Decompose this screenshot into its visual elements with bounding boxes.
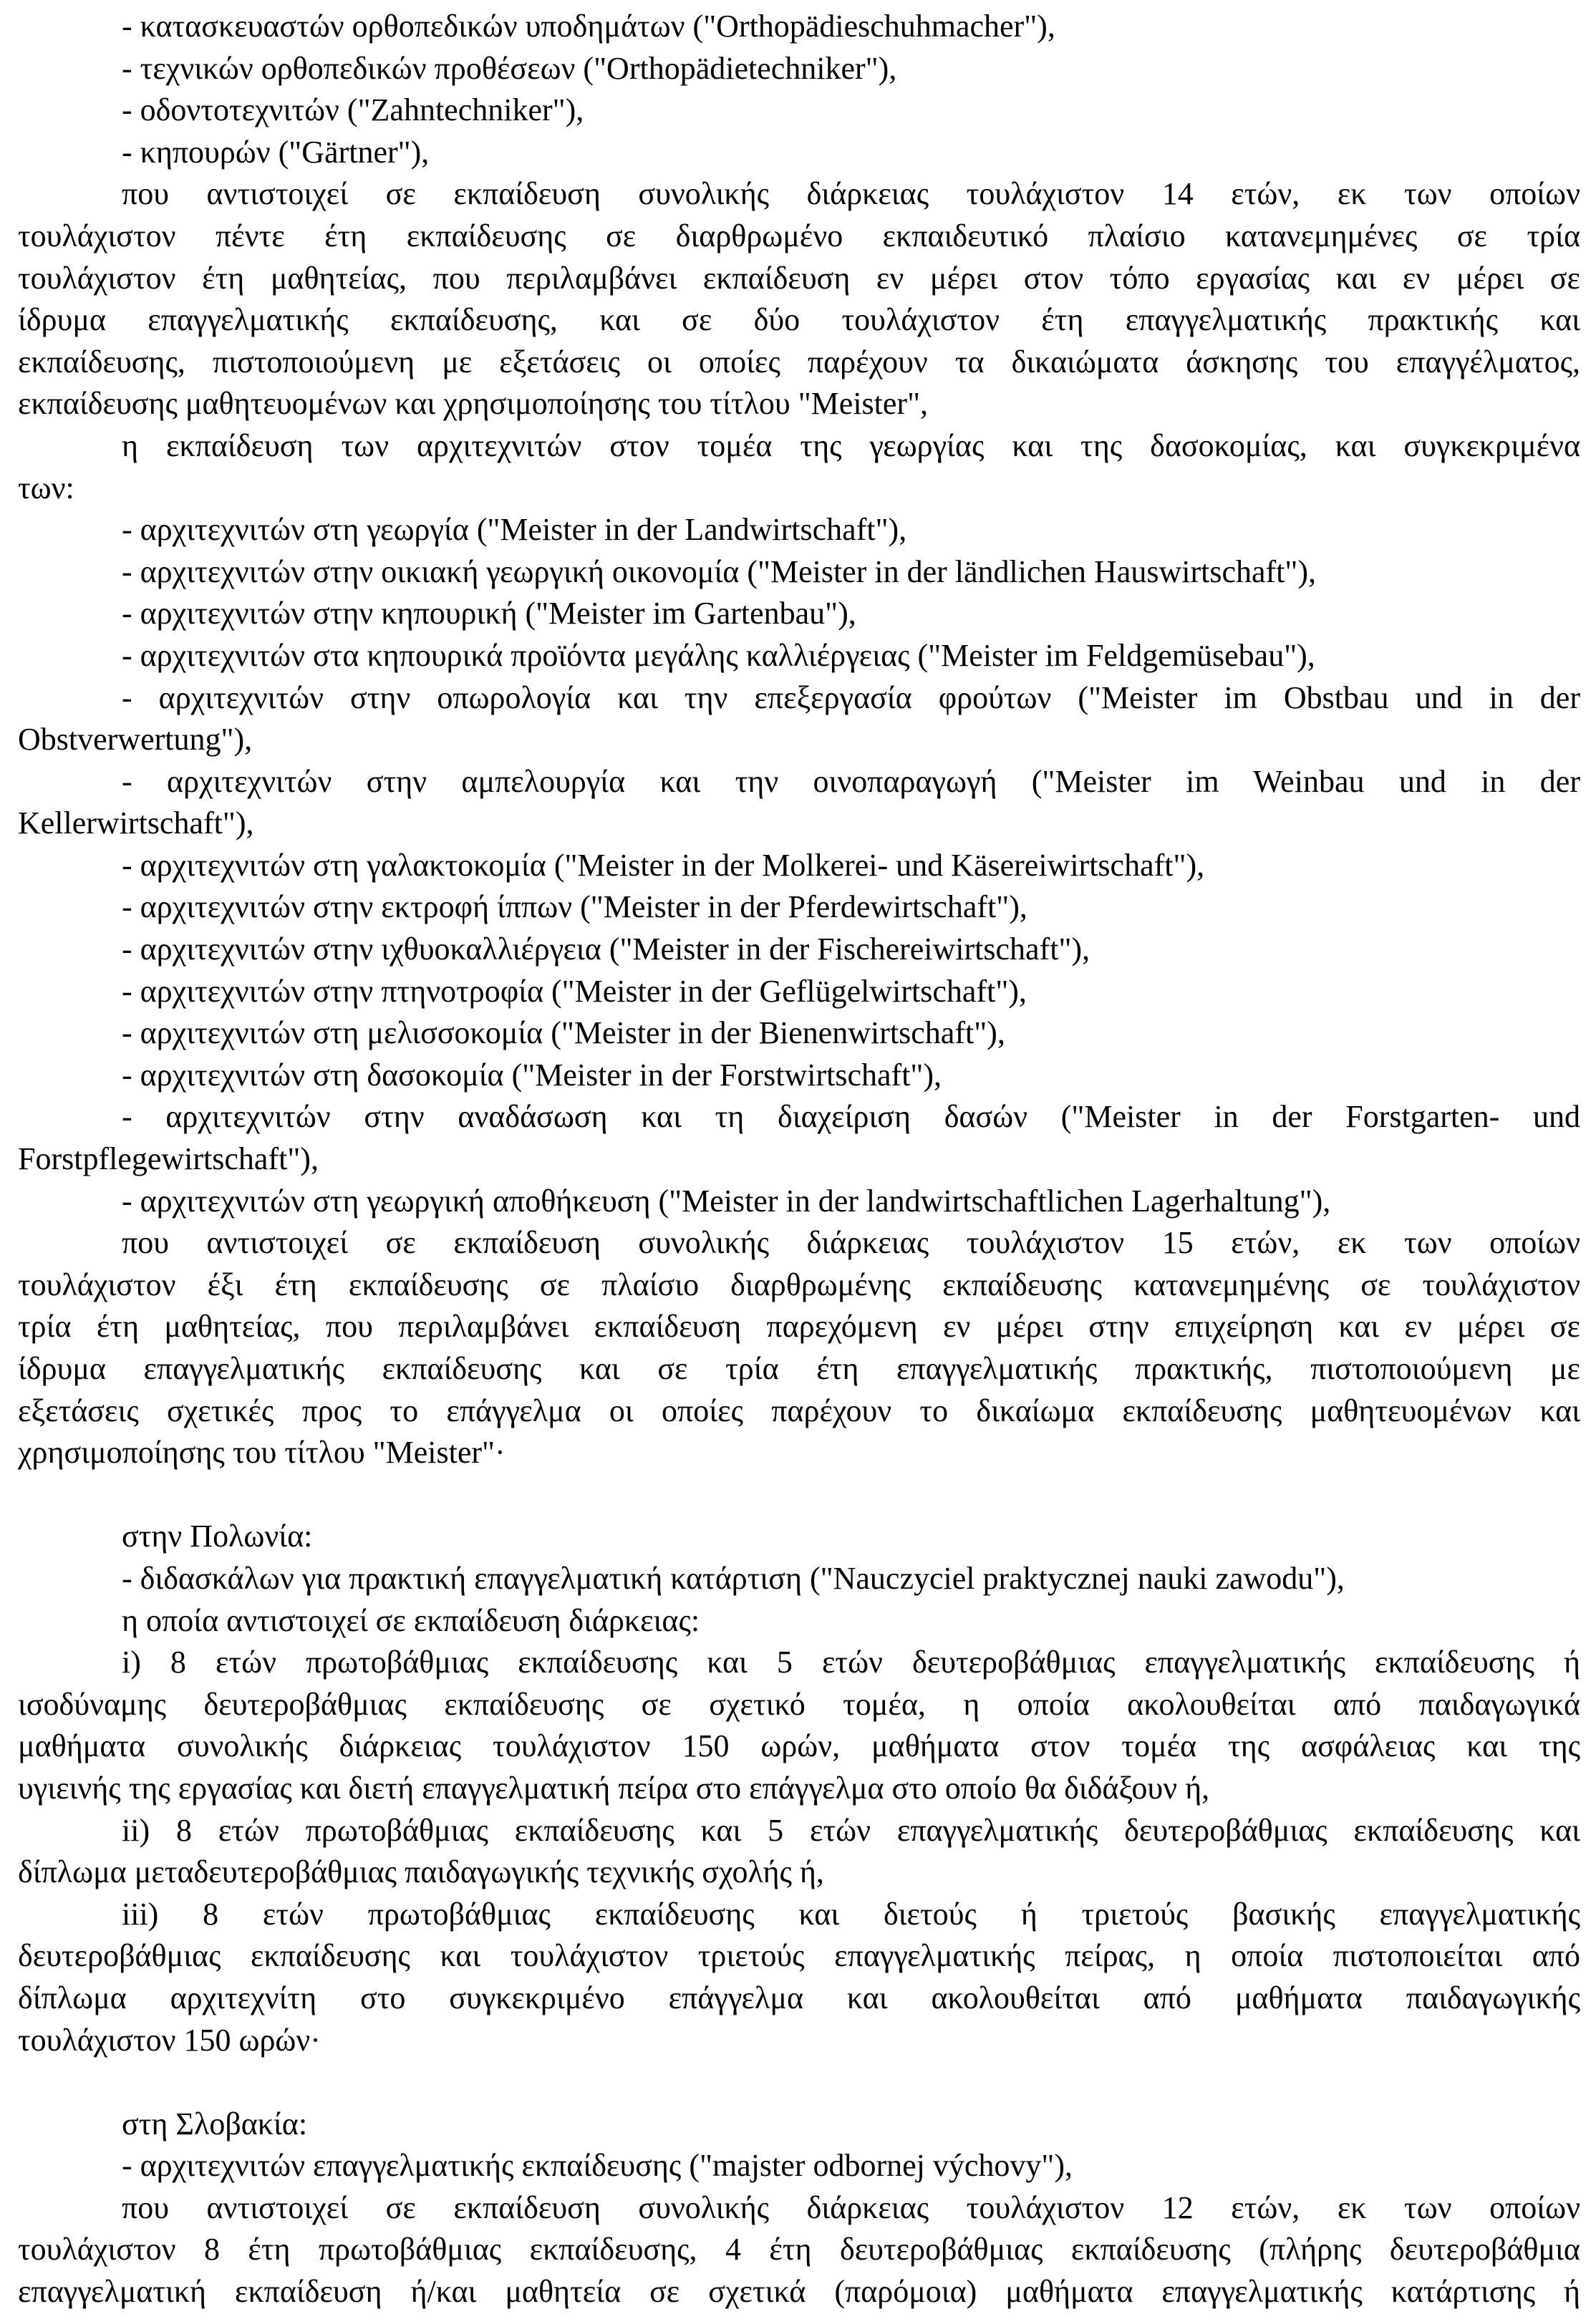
text-line: η οποία αντιστοιχεί σε εκπαίδευση διάρκειας: bbox=[122, 1602, 700, 1638]
text-line: εκπαίδευσης μαθητευομένων και χρησιμοποίησης του τίτλου "Meister", bbox=[18, 386, 929, 422]
text-line: Obstverwertung"), bbox=[18, 722, 253, 757]
list-item-line: - αρχιτεχνιτών στην ιχθυοκαλλιέργεια ("Meister in der Fischereiwirtschaft"), bbox=[122, 931, 1090, 967]
section-slovakia bbox=[18, 2103, 1580, 2313]
text-line: που αντιστοιχεί σε εκπαίδευση συνολικής διάρκειας τουλάχιστον 15 ετών, εκ των οποίων bbox=[122, 1225, 1580, 1261]
text-line: ισοδύναμης δευτεροβάθμιας εκπαίδευσης σε σχετικό τομέα, η οποία ακολουθείται από παιδαγωγικά bbox=[18, 1686, 1580, 1722]
text-line: i) 8 ετών πρωτοβάθμιας εκπαίδευσης και 5 ετών δευτεροβάθμιας επαγγελματικής εκπαίδευσης ή bbox=[122, 1645, 1580, 1680]
list-item-line: - αρχιτεχνιτών στην αναδάσωση και τη διαχείριση δασών ("Meister in der Forstgarten- und bbox=[122, 1099, 1580, 1135]
text-line: εκπαίδευσης, πιστοποιούμενη με εξετάσεις οι οποίες παρέχουν τα δικαιώματα άσκησης του επαγγέλματος, bbox=[18, 344, 1580, 379]
text-line: τουλάχιστον έξι έτη εκπαίδευσης σε πλαίσιο διαρθρωμένης εκπαίδευσης κατανεμημένης σε τουλάχιστον bbox=[18, 1267, 1580, 1302]
text-line: τουλάχιστον πέντε έτη εκπαίδευσης σε διαρθρωμένο εκπαιδευτικό πλαίσιο κατανεμημένες σε τρία bbox=[18, 218, 1580, 253]
list-item-line: - αρχιτεχνιτών στη δασοκομία ("Meister in der Forstwirtschaft"), bbox=[122, 1057, 942, 1093]
text-line: δίπλωμα αρχιτεχνίτη στο συγκεκριμένο επάγγελμα και ακολουθείται από μαθήματα παιδαγωγικής bbox=[18, 1980, 1580, 2015]
section-poland bbox=[18, 1516, 1580, 2061]
list-item-line: - αρχιτεχνιτών στην πτηνοτροφία ("Meister in der Geflügelwirtschaft"), bbox=[122, 973, 1027, 1009]
text-line: εξετάσεις σχετικές προς το επάγγελμα οι οποίες παρέχουν το δικαίωμα εκπαίδευσης μαθητευομένων και bbox=[18, 1393, 1580, 1428]
text-line: ίδρυμα επαγγελματικής εκπαίδευσης, και σε δύο τουλάχιστον έτη επαγγελματικής πρακτικής και bbox=[18, 302, 1580, 338]
list-item-line: - αρχιτεχνιτών στη μελισσοκομία ("Meister in der Bienenwirtschaft"), bbox=[122, 1015, 1005, 1051]
list-item-line: - αρχιτεχνιτών στην οικιακή γεωργική οικονομία ("Meister in der ländlichen Hauswirtschaft"), bbox=[122, 553, 1317, 589]
text-line: - τεχνικών ορθοπεδικών προθέσεων ("Orthopädietechniker"), bbox=[122, 50, 897, 86]
list-item-line: - αρχιτεχνιτών στην αμπελουργία και την οινοπαραγωγή ("Meister im Weinbau und in der bbox=[122, 763, 1580, 799]
text-line: των: bbox=[18, 470, 74, 505]
text-line: τουλάχιστον έτη μαθητείας, που περιλαμβάνει εκπαίδευση εν μέρει στον τόπο εργασίας και εν μέρει σε bbox=[18, 260, 1580, 296]
list-item-line: - αρχιτεχνιτών στα κηπουρικά προϊόντα μεγάλης καλλιέργειας ("Meister im Feldgemüsebau"), bbox=[122, 637, 1315, 673]
text-line: χρησιμοποίησης του τίτλου "Meister"· bbox=[18, 1435, 506, 1471]
text-line: τουλάχιστον 150 ωρών· bbox=[18, 2022, 321, 2058]
text-line: ίδρυμα επαγγελματικής εκπαίδευσης και σε τρία έτη επαγγελματικής πρακτικής, πιστοποιούμενη με bbox=[18, 1351, 1580, 1386]
text-line: η εκπαίδευση των αρχιτεχνιτών στον τομέα της γεωργίας και της δασοκομίας, και συγκεκριμένα bbox=[122, 427, 1580, 463]
list-item-line: - αρχιτεχνιτών στη γαλακτοκομία ("Meister in der Molkerei- und Käsereiwirtschaft"), bbox=[122, 847, 1205, 883]
list-item-line: - αρχιτεχνιτών στη γεωργία ("Meister in der Landwirtschaft"), bbox=[122, 512, 907, 548]
text-line: επαγγελματική εκπαίδευση ή/και μαθητεία σε σχετικά (παρόμοια) μαθήματα επαγγελματικής κατάρτισης ή bbox=[18, 2274, 1580, 2310]
list-item-line: - αρχιτεχνιτών στη γεωργική αποθήκευση ("Meister in der landwirtschaftlichen Lagerhaltung"), bbox=[122, 1183, 1331, 1219]
text-line: - κηπουρών ("Gärtner"), bbox=[122, 134, 430, 170]
text-line: - κατασκευαστών ορθοπεδικών υποδημάτων ("Orthopädieschuhmacher"), bbox=[122, 9, 1055, 44]
text-line: δευτεροβάθμιας εκπαίδευσης και τουλάχιστον τριετούς επαγγελματικής πείρας, η οποία πιστοποιείται από bbox=[18, 1938, 1580, 1974]
text-line: που αντιστοιχεί σε εκπαίδευση συνολικής διάρκειας τουλάχιστον 14 ετών, εκ των οποίων bbox=[122, 176, 1580, 212]
list-item-line: - αρχιτεχνιτών στην κηπουρική ("Meister im Gartenbau"), bbox=[122, 596, 856, 631]
text-line: μαθήματα συνολικής διάρκειας τουλάχιστον 150 ωρών, μαθήματα στον τομέα της ασφάλειας και της bbox=[18, 1728, 1580, 1764]
text-line: Kellerwirtschaft"), bbox=[18, 805, 254, 841]
list-item-line: - αρχιτεχνιτών στην οπωρολογία και την επεξεργασία φρούτων ("Meister im Obstbau und in der bbox=[122, 679, 1580, 715]
text-line: - οδοντοτεχνιτών ("Zahntechniker"), bbox=[122, 92, 584, 128]
text-line: υγιεινής της εργασίας και διετή επαγγελματική πείρα στο επάγγελμα στο οποίο θα διδάξουν ή, bbox=[18, 1770, 1210, 1806]
list-item-line: - διδασκάλων για πρακτική επαγγελματική κατάρτιση ("Nauczyciel praktycznej nauki zawodu"), bbox=[122, 1560, 1345, 1596]
text-line: που αντιστοιχεί σε εκπαίδευση συνολικής διάρκειας τουλάχιστον 12 ετών, εκ των οποίων bbox=[122, 2189, 1580, 2225]
text-line: iii) 8 ετών πρωτοβάθμιας εκπαίδευσης και διετούς ή τριετούς βασικής επαγγελματικής bbox=[122, 1896, 1580, 1932]
section-heading: στη Σλοβακία: bbox=[122, 2106, 308, 2141]
section-germany-meister bbox=[18, 6, 1580, 1474]
list-item-line: - αρχιτεχνιτών στην εκτροφή ίππων ("Meister in der Pferdewirtschaft"), bbox=[122, 889, 1027, 925]
section-heading: στην Πολωνία: bbox=[122, 1519, 313, 1554]
text-line: δίπλωμα μεταδευτεροβάθμιας παιδαγωγικής τεχνικής σχολής ή, bbox=[18, 1854, 824, 1890]
text-line: τρία έτη μαθητείας, που περιλαμβάνει εκπαίδευση παρεχόμενη εν μέρει στην επιχείρηση και εν μέρει σε bbox=[18, 1309, 1580, 1345]
list-item-line: - αρχιτεχνιτών επαγγελματικής εκπαίδευσης ("majster odbornej výchovy"), bbox=[122, 2148, 1073, 2184]
text-line: τουλάχιστον 8 έτη πρωτοβάθμιας εκπαίδευσης, 4 έτη δευτεροβάθμιας εκπαίδευσης (πλήρης δευτεροβάθμια bbox=[18, 2232, 1580, 2267]
text-line: Forstpflegewirtschaft"), bbox=[18, 1141, 319, 1177]
text-line: ii) 8 ετών πρωτοβάθμιας εκπαίδευσης και 5 ετών επαγγελματικής δευτεροβάθμιας εκπαίδευσης και bbox=[122, 1812, 1580, 1848]
